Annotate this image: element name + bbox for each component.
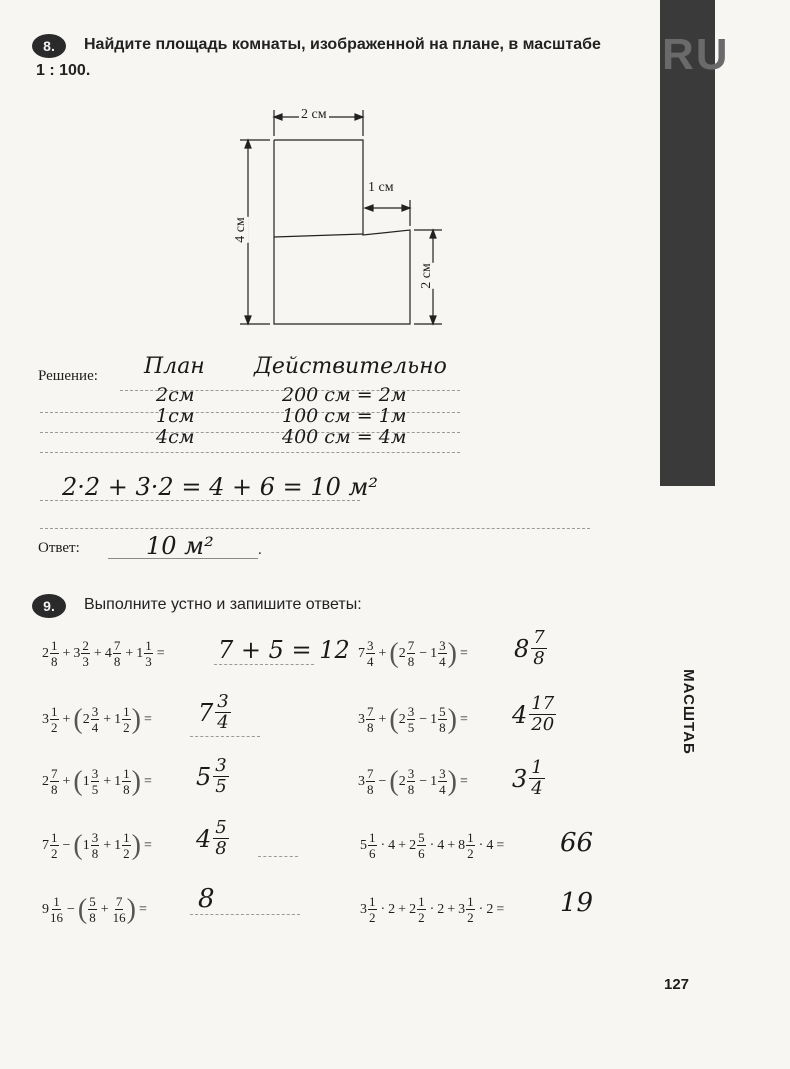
handwritten-plan-value: 1см <box>156 405 195 427</box>
expression-left-4: 7 $\frac{1}{2}$ − ( 1 $\frac{3}{8}$ + 1 $\frac{1}{2}$ ) = <box>42 829 152 861</box>
task-8-text-line-2: 1 : 100. <box>36 62 91 79</box>
expression-left-2: 3 $\frac{1}{2}$ + ( 2 $\frac{3}{4}$ + 1 $\frac{1}{2}$ ) = <box>42 703 152 735</box>
writing-line <box>40 528 590 529</box>
watermark: RU <box>662 30 730 79</box>
handwritten-answer-left-4: 4 5 8 <box>196 817 227 859</box>
answer-label: Ответ: <box>38 540 80 556</box>
expression-right-5: 3 $\frac{1}{2}$ · 2 + 2 $\frac{1}{2}$ · 2 + 3 $\frac{1}{2}$ · 2 = <box>360 894 505 925</box>
handwritten-real-value: 400 см = 4м <box>282 426 407 448</box>
dimension-top-label: 2 см <box>301 107 327 122</box>
expression-right-3: 3 $\frac{7}{8}$ − ( 2 $\frac{3}{8}$ − 1 $\frac{3}{4}$ ) = <box>358 765 468 797</box>
expression-left-5: 9 $\frac{1}{16}$ − ( $\frac{5}{8}$ + $\frac{7}{16}$ ) = <box>42 893 147 925</box>
answer-period: . <box>258 542 262 558</box>
dimension-mid-label: 1 см <box>368 180 394 195</box>
task-9-text: Выполните устно и запишите ответы: <box>84 596 362 613</box>
task-8-text-line-1: Найдите площадь комнаты, изображенной на плане, в масштабе <box>84 36 601 53</box>
handwritten-answer-left-1: 7 + 5 = 12 <box>218 636 350 664</box>
task-8-badge: 8. <box>32 34 66 58</box>
handwritten-answer: 10 м² <box>146 532 214 560</box>
dimension-right-label: 2 см <box>418 263 434 289</box>
section-label: МАСШТАБ <box>680 669 697 755</box>
handwritten-answer-left-2: 7 3 4 <box>198 691 229 733</box>
room-outline <box>274 140 410 324</box>
handwritten-calculation: 2·2 + 3·2 = 4 + 6 = 10 м² <box>62 473 379 501</box>
floor-plan-diagram <box>230 100 450 340</box>
side-tab-bar-end <box>660 474 715 486</box>
handwritten-real-value: 200 см = 2м <box>282 384 407 406</box>
task-9-badge: 9. <box>32 594 66 618</box>
handwritten-answer-right-5: 19 <box>560 888 594 918</box>
expression-right-4: 5 $\frac{1}{6}$ · 4 + 2 $\frac{5}{6}$ · 4 + 8 $\frac{1}{2}$ · 4 = <box>360 830 505 861</box>
expression-left-1: 2 $\frac{1}{8}$ + 3 $\frac{2}{3}$ + 4 $\frac{7}{8}$ + 1 $\frac{1}{3}$ = <box>42 638 165 669</box>
room-divider <box>274 234 363 237</box>
handwritten-answer-left-3: 5 3 5 <box>196 755 227 797</box>
handwritten-real-header: Действительно <box>254 354 447 379</box>
answer-line <box>214 664 314 665</box>
answer-line <box>190 736 260 737</box>
handwritten-plan-header: План <box>144 354 205 379</box>
handwritten-answer-right-1: 8 7 8 <box>514 627 545 669</box>
expression-left-3: 2 $\frac{7}{8}$ + ( 1 $\frac{3}{5}$ + 1 $\frac{1}{8}$ ) = <box>42 765 152 797</box>
dimension-left-label: 4 см <box>232 217 248 243</box>
handwritten-answer-right-4: 66 <box>560 828 594 858</box>
answer-line <box>190 914 300 915</box>
handwritten-plan-value: 4см <box>156 426 195 448</box>
handwritten-answer-right-3: 3 1 4 <box>512 757 543 799</box>
handwritten-real-value: 100 см = 1м <box>282 405 407 427</box>
answer-line <box>258 856 298 857</box>
handwritten-answer-left-5: 8 <box>198 884 215 914</box>
writing-line <box>40 452 460 453</box>
solution-label: Решение: <box>38 368 98 384</box>
handwritten-answer-right-2: 4 17 20 <box>512 693 555 735</box>
expression-right-1: 7 $\frac{3}{4}$ + ( 2 $\frac{7}{8}$ − 1 $\frac{3}{4}$ ) = <box>358 637 468 669</box>
handwritten-plan-value: 2см <box>156 384 195 406</box>
page-number: 127 <box>664 976 690 993</box>
expression-right-2: 3 $\frac{7}{8}$ + ( 2 $\frac{3}{5}$ − 1 $\frac{5}{8}$ ) = <box>358 703 468 735</box>
